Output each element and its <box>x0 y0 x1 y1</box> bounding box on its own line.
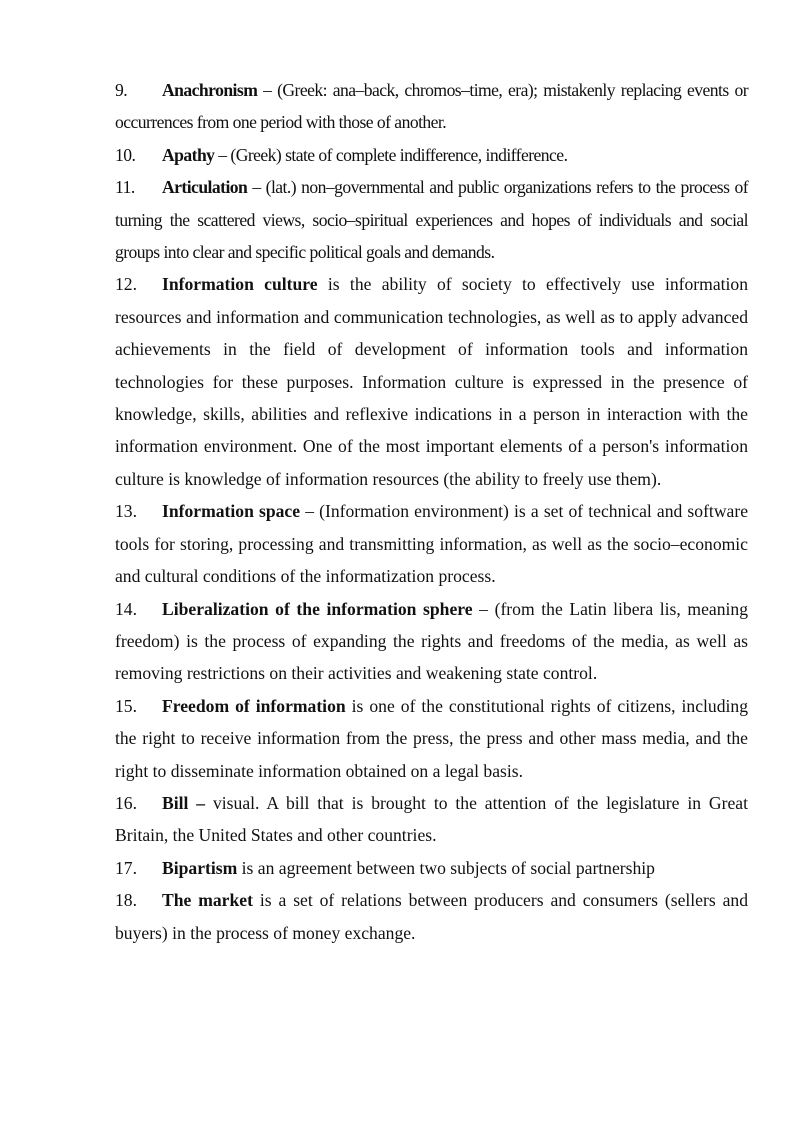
glossary-entry-17 <box>115 852 748 884</box>
entry-term: Anachronism <box>162 80 258 100</box>
entry-number: 9. <box>115 80 128 100</box>
entry-number: 17. <box>115 857 137 878</box>
glossary-entry-10 <box>115 139 748 171</box>
entry-term: The market <box>162 890 253 911</box>
entry-definition: is an agreement between two subjects of social partnership <box>237 857 655 878</box>
entry-definition: is the ability of society to effectively use information resources and information and communication technologies, as well as to apply advanced achievements in the field of development of information tools and information technologies for these purposes. Information culture is expressed in the presence of knowledge, skills, abilities and reflexive indications in a person in interaction with the information environment. One of the most important elements of a person's information culture is knowledge of information resources (the ability to freely use them). <box>115 274 749 489</box>
entry-number: 18. <box>115 890 137 911</box>
entry-term: Bill – <box>162 792 206 813</box>
entry-definition: – (lat.) non–governmental and public organizations refers to the process of turning the scattered views, socio–spiritual experiences and hopes of individuals and social groups into clear and specific political goals and demands. <box>115 177 748 263</box>
entry-number: 14. <box>115 598 137 619</box>
entry-term: Freedom of information <box>162 695 346 716</box>
glossary-entry-9 <box>115 74 748 139</box>
entry-term: Articulation <box>162 177 248 198</box>
entry-number: 10. <box>115 144 136 165</box>
glossary-entry-12 <box>115 268 748 495</box>
entry-term: Liberalization of the information sphere <box>162 598 473 619</box>
glossary-entry-16 <box>115 787 748 852</box>
entry-number: 15. <box>115 695 137 716</box>
entry-term: Apathy <box>162 144 215 165</box>
entry-number: 12. <box>115 274 137 295</box>
entry-definition: visual. A bill that is brought to the attention of the legislature in Great Britain, the United States and other countries. <box>115 792 748 846</box>
entry-definition: is one of the constitutional rights of citizens, including the right to receive information from the press, the press and other mass media, and the right to disseminate information obtained on a legal basis. <box>115 695 748 781</box>
entry-definition: – (Greek) state of complete indifference, indifference. <box>214 144 568 165</box>
glossary-entry-14 <box>115 593 748 690</box>
glossary-entry-18 <box>115 884 748 949</box>
glossary-entry-11 <box>115 171 748 268</box>
entry-term: Information space <box>162 501 301 522</box>
entry-number: 11. <box>115 177 135 198</box>
entry-number: 13. <box>115 501 137 522</box>
entry-definition: – (Information environment) is a set of technical and software tools for storing, processing and transmitting information, as well as the socio–economic and cultural conditions of the informatization process. <box>115 501 749 587</box>
glossary-entry-13 <box>115 495 748 592</box>
entry-definition: – (from the Latin libera lis, meaning freedom) is the process of expanding the rights and freedoms of the media, as well as removing restrictions on their activities and weakening state control. <box>115 598 749 684</box>
entry-term: Bipartism <box>162 857 238 878</box>
entry-definition: – (Greek: ana–back, chromos–time, era); mistakenly replacing events or occurrences from one period with those of another. <box>115 80 748 133</box>
entry-term: Information culture <box>162 274 318 295</box>
entry-definition: is a set of relations between producers and consumers (sellers and buyers) in the process of money exchange. <box>115 890 748 943</box>
glossary-entry-15 <box>115 690 748 787</box>
entry-number: 16. <box>115 792 137 813</box>
